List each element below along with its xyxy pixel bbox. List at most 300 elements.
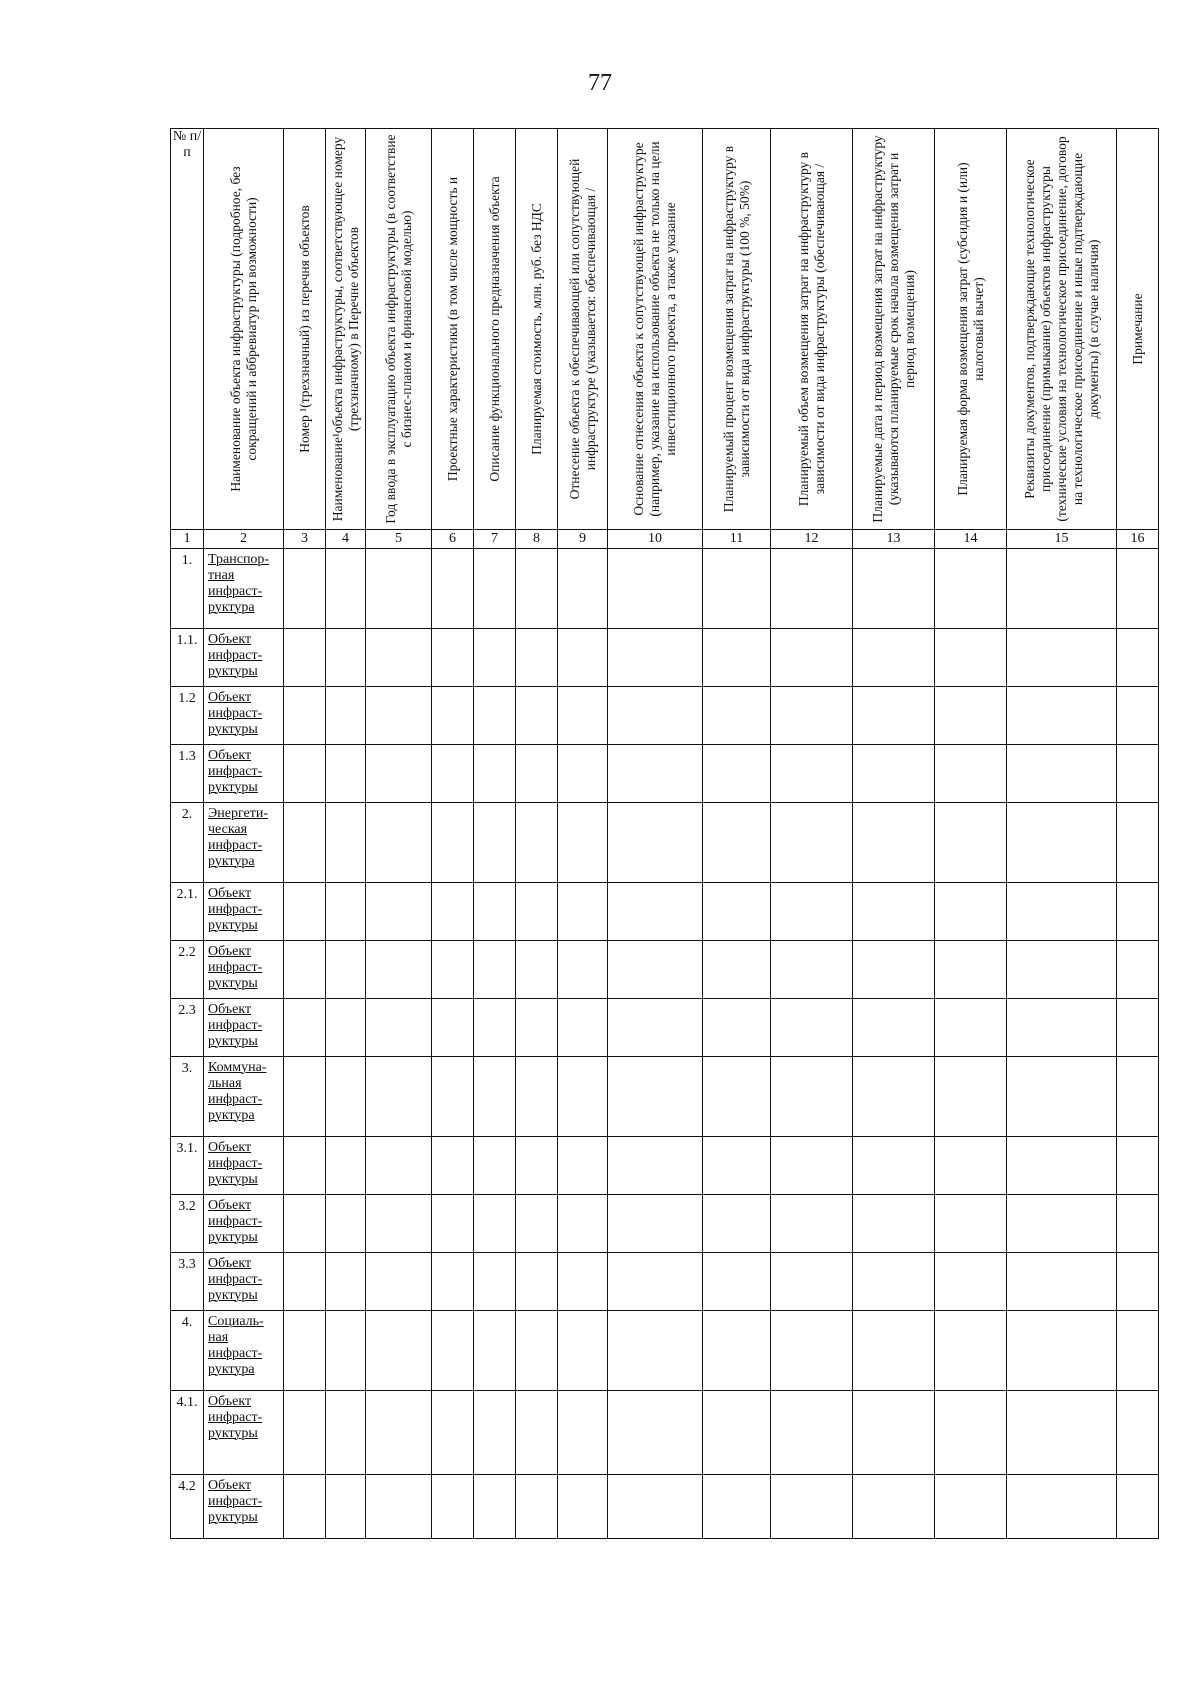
empty-cell [853, 745, 935, 803]
row-name-text: Объект инфраст-руктуры [208, 690, 263, 737]
empty-cell [771, 1391, 853, 1475]
empty-cell [771, 1195, 853, 1253]
empty-cell [474, 999, 516, 1057]
empty-cell [608, 941, 703, 999]
empty-cell [1117, 687, 1159, 745]
header-col-10: Основание отнесения объекта к сопутствующей инфраструктуре (например, указание на использование объекта не только на цели инвестиционного проекта, а также указание [608, 129, 703, 530]
empty-cell [432, 629, 474, 687]
row-name [204, 999, 284, 1057]
table-row [171, 999, 1159, 1057]
row-index: 2. [171, 803, 204, 883]
empty-cell [703, 1391, 771, 1475]
empty-cell [853, 941, 935, 999]
empty-cell [853, 1475, 935, 1539]
row-name-text: Объект инфраст-руктуры [208, 748, 263, 795]
empty-cell [853, 1137, 935, 1195]
empty-cell [474, 687, 516, 745]
empty-cell [366, 549, 432, 629]
empty-cell [935, 1137, 1007, 1195]
header-col-13: Планируемые дата и период возмещения затрат на инфраструктуру (указываются планируемые срок начала возмещения затрат и период возмещения) [853, 129, 935, 530]
empty-cell [516, 629, 558, 687]
empty-cell [703, 1253, 771, 1311]
empty-cell [703, 1475, 771, 1539]
empty-cell [284, 687, 326, 745]
empty-cell [853, 803, 935, 883]
empty-cell [284, 1311, 326, 1391]
row-name [204, 1057, 284, 1137]
empty-cell [366, 1311, 432, 1391]
empty-cell [516, 1195, 558, 1253]
empty-cell [771, 1311, 853, 1391]
row-name [204, 1311, 284, 1391]
empty-cell [366, 1391, 432, 1475]
empty-cell [516, 941, 558, 999]
empty-cell [432, 1057, 474, 1137]
empty-cell [1117, 1311, 1159, 1391]
empty-cell [1007, 941, 1117, 999]
header-col-7: Описание функционального предназначения объекта [474, 129, 516, 530]
empty-cell [703, 941, 771, 999]
row-index: 2.2 [171, 941, 204, 999]
empty-cell [558, 1195, 608, 1253]
table-row [171, 687, 1159, 745]
empty-cell [558, 1391, 608, 1475]
empty-cell [771, 999, 853, 1057]
header-number: № п/п [171, 129, 204, 530]
empty-cell [703, 803, 771, 883]
empty-cell [608, 629, 703, 687]
empty-cell [853, 883, 935, 941]
row-name-text: Транспор-тная инфраст-руктура [208, 552, 270, 615]
empty-cell [558, 1253, 608, 1311]
empty-cell [1007, 1391, 1117, 1475]
empty-cell [853, 1311, 935, 1391]
empty-cell [432, 549, 474, 629]
empty-cell [1007, 803, 1117, 883]
empty-cell [1117, 1475, 1159, 1539]
row-name-text: Социаль-ная инфраст-руктура [208, 1314, 264, 1377]
empty-cell [516, 1057, 558, 1137]
column-number: 7 [474, 530, 516, 549]
column-number: 6 [432, 530, 474, 549]
row-name [204, 1195, 284, 1253]
empty-cell [558, 687, 608, 745]
empty-cell [284, 1137, 326, 1195]
row-name-text: Объект инфраст-руктуры [208, 1478, 263, 1525]
header-col-9: Отнесение объекта к обеспечивающей или сопутствующей инфраструктуре (указывается: обеспечивающая / [558, 129, 608, 530]
empty-cell [853, 1195, 935, 1253]
empty-cell [703, 745, 771, 803]
empty-cell [326, 1475, 366, 1539]
empty-cell [432, 883, 474, 941]
empty-cell [608, 1391, 703, 1475]
row-name [204, 1253, 284, 1311]
row-name [204, 687, 284, 745]
empty-cell [284, 1195, 326, 1253]
row-name-text: Коммуна-льная инфраст-руктура [208, 1060, 267, 1123]
row-index: 2.3 [171, 999, 204, 1057]
empty-cell [474, 1253, 516, 1311]
empty-cell [703, 1195, 771, 1253]
empty-cell [935, 803, 1007, 883]
empty-cell [1007, 1311, 1117, 1391]
empty-cell [1007, 1253, 1117, 1311]
empty-cell [608, 1057, 703, 1137]
empty-cell [284, 941, 326, 999]
empty-cell [1117, 549, 1159, 629]
table-row [171, 1057, 1159, 1137]
header-col-5: Год ввода в эксплуатацию объекта инфраструктуры (в соответствие с бизнес-планом и финансовой моделью) [366, 129, 432, 530]
table-row [171, 1391, 1159, 1475]
empty-cell [1117, 1253, 1159, 1311]
row-index: 4. [171, 1311, 204, 1391]
empty-cell [608, 883, 703, 941]
row-name [204, 1475, 284, 1539]
empty-cell [1007, 1057, 1117, 1137]
row-index: 3.1. [171, 1137, 204, 1195]
empty-cell [935, 941, 1007, 999]
empty-cell [284, 745, 326, 803]
empty-cell [703, 1057, 771, 1137]
empty-cell [608, 549, 703, 629]
empty-cell [432, 999, 474, 1057]
row-name-text: Объект инфраст-руктуры [208, 1256, 263, 1303]
empty-cell [935, 1195, 1007, 1253]
row-name-text: Объект инфраст-руктуры [208, 632, 263, 679]
header-col-8: Планируемая стоимость, млн. руб. без НДС [516, 129, 558, 530]
empty-cell [703, 1311, 771, 1391]
row-index: 2.1. [171, 883, 204, 941]
empty-cell [366, 745, 432, 803]
empty-cell [1117, 941, 1159, 999]
empty-cell [853, 549, 935, 629]
empty-cell [284, 883, 326, 941]
empty-cell [771, 1253, 853, 1311]
empty-cell [558, 883, 608, 941]
empty-cell [703, 549, 771, 629]
empty-cell [1007, 687, 1117, 745]
empty-cell [1117, 1137, 1159, 1195]
empty-cell [366, 1137, 432, 1195]
empty-cell [1117, 803, 1159, 883]
column-number: 5 [366, 530, 432, 549]
row-name [204, 629, 284, 687]
empty-cell [326, 1057, 366, 1137]
table-row [171, 1253, 1159, 1311]
empty-cell [935, 1253, 1007, 1311]
empty-cell [516, 1475, 558, 1539]
empty-cell [853, 999, 935, 1057]
empty-cell [935, 687, 1007, 745]
empty-cell [432, 1253, 474, 1311]
empty-cell [771, 549, 853, 629]
empty-cell [516, 1391, 558, 1475]
empty-cell [935, 1311, 1007, 1391]
empty-cell [558, 1057, 608, 1137]
empty-cell [935, 629, 1007, 687]
empty-cell [516, 883, 558, 941]
empty-cell [771, 1137, 853, 1195]
row-name-text: Объект инфраст-руктуры [208, 1140, 263, 1187]
empty-cell [432, 745, 474, 803]
table-row [171, 745, 1159, 803]
header-row [171, 129, 1159, 530]
empty-cell [703, 629, 771, 687]
empty-cell [284, 629, 326, 687]
empty-cell [474, 549, 516, 629]
empty-cell [608, 999, 703, 1057]
header-col-3: Номер ¹(трехзначный) из перечня объектов [284, 129, 326, 530]
column-number: 2 [204, 530, 284, 549]
empty-cell [326, 803, 366, 883]
empty-cell [326, 1253, 366, 1311]
empty-cell [935, 549, 1007, 629]
empty-cell [1117, 1391, 1159, 1475]
empty-cell [326, 549, 366, 629]
row-index: 1.2 [171, 687, 204, 745]
column-numbers-row [171, 530, 1159, 549]
empty-cell [284, 1057, 326, 1137]
empty-cell [474, 1391, 516, 1475]
page-number: 77 [588, 70, 612, 96]
empty-cell [516, 1137, 558, 1195]
empty-cell [516, 745, 558, 803]
empty-cell [432, 687, 474, 745]
empty-cell [516, 999, 558, 1057]
empty-cell [558, 745, 608, 803]
column-number: 13 [853, 530, 935, 549]
empty-cell [935, 999, 1007, 1057]
column-number: 10 [608, 530, 703, 549]
empty-cell [771, 1057, 853, 1137]
empty-cell [558, 1475, 608, 1539]
empty-cell [558, 629, 608, 687]
empty-cell [608, 1253, 703, 1311]
empty-cell [366, 1195, 432, 1253]
empty-cell [853, 687, 935, 745]
empty-cell [474, 883, 516, 941]
table-row [171, 883, 1159, 941]
empty-cell [366, 941, 432, 999]
table-row [171, 629, 1159, 687]
row-name-text: Энергети-ческая инфраст-руктура [208, 806, 268, 869]
column-number: 15 [1007, 530, 1117, 549]
header-col-6: Проектные характеристики (в том числе мощность и [432, 129, 474, 530]
column-number: 9 [558, 530, 608, 549]
empty-cell [558, 999, 608, 1057]
empty-cell [326, 941, 366, 999]
empty-cell [326, 999, 366, 1057]
empty-cell [558, 803, 608, 883]
empty-cell [284, 803, 326, 883]
row-index: 3.3 [171, 1253, 204, 1311]
empty-cell [474, 1195, 516, 1253]
empty-cell [284, 999, 326, 1057]
empty-cell [284, 1475, 326, 1539]
column-number: 11 [703, 530, 771, 549]
column-number: 16 [1117, 530, 1159, 549]
empty-cell [608, 745, 703, 803]
header-col-2: Наименование объекта инфраструктуры (подробное, без сокращений и аббревиатур при возможности) [204, 129, 284, 530]
header-col-12: Планируемый объем возмещения затрат на инфраструктуру в зависимости от вида инфраструктуры (обеспечивающая / [771, 129, 853, 530]
row-name [204, 1137, 284, 1195]
empty-cell [366, 687, 432, 745]
empty-cell [1117, 1195, 1159, 1253]
header-col-16: Примечание [1117, 129, 1159, 530]
empty-cell [474, 1057, 516, 1137]
row-index: 4.2 [171, 1475, 204, 1539]
empty-cell [284, 549, 326, 629]
row-index: 1.3 [171, 745, 204, 803]
empty-cell [326, 745, 366, 803]
empty-cell [608, 1311, 703, 1391]
empty-cell [935, 1391, 1007, 1475]
column-number: 14 [935, 530, 1007, 549]
empty-cell [432, 1475, 474, 1539]
empty-cell [558, 549, 608, 629]
empty-cell [474, 803, 516, 883]
header-col-11: Планируемый процент возмещения затрат на инфраструктуру в зависимости от вида инфраструктуры (100 %, 50%) [703, 129, 771, 530]
row-index: 1. [171, 549, 204, 629]
empty-cell [432, 1391, 474, 1475]
row-name [204, 883, 284, 941]
table-row [171, 941, 1159, 999]
empty-cell [366, 629, 432, 687]
empty-cell [1007, 1195, 1117, 1253]
empty-cell [703, 999, 771, 1057]
empty-cell [703, 687, 771, 745]
empty-cell [1007, 1475, 1117, 1539]
empty-cell [608, 803, 703, 883]
empty-cell [935, 1057, 1007, 1137]
empty-cell [771, 803, 853, 883]
empty-cell [771, 883, 853, 941]
empty-cell [432, 1137, 474, 1195]
empty-cell [703, 1137, 771, 1195]
empty-cell [366, 999, 432, 1057]
empty-cell [853, 1391, 935, 1475]
empty-cell [366, 803, 432, 883]
empty-cell [771, 941, 853, 999]
empty-cell [1117, 1057, 1159, 1137]
empty-cell [474, 1475, 516, 1539]
column-number: 8 [516, 530, 558, 549]
empty-cell [326, 687, 366, 745]
empty-cell [1117, 999, 1159, 1057]
empty-cell [1117, 883, 1159, 941]
empty-cell [608, 1137, 703, 1195]
header-col-4: Наименование¹объекта инфраструктуры, соответствующее номеру (трехзначному) в Перечне объектов [326, 129, 366, 530]
infrastructure-register-table [170, 128, 1159, 1539]
column-number: 12 [771, 530, 853, 549]
empty-cell [474, 629, 516, 687]
empty-cell [474, 941, 516, 999]
empty-cell [1007, 883, 1117, 941]
empty-cell [1007, 999, 1117, 1057]
table-row [171, 1137, 1159, 1195]
empty-cell [771, 629, 853, 687]
header-col-15: Реквизиты документов, подтверждающие технологическое присоединение (примыкание) объектов инфраструктуры (технические условия на технологическое присоединение, договор на технологическое присоединение и иные подтверждающие документы) (в случае наличия) [1007, 129, 1117, 530]
header-col-14: Планируемая форма возмещения затрат (субсидия и (или) налоговый вычет) [935, 129, 1007, 530]
empty-cell [326, 1137, 366, 1195]
empty-cell [474, 1311, 516, 1391]
row-name [204, 549, 284, 629]
empty-cell [771, 1475, 853, 1539]
empty-cell [935, 883, 1007, 941]
empty-cell [516, 549, 558, 629]
empty-cell [608, 687, 703, 745]
empty-cell [432, 941, 474, 999]
empty-cell [1117, 745, 1159, 803]
row-name-text: Объект инфраст-руктуры [208, 1198, 263, 1245]
empty-cell [608, 1475, 703, 1539]
empty-cell [474, 1137, 516, 1195]
row-name-text: Объект инфраст-руктуры [208, 886, 263, 933]
table-row [171, 549, 1159, 629]
empty-cell [935, 1475, 1007, 1539]
row-index: 4.1. [171, 1391, 204, 1475]
empty-cell [1007, 1137, 1117, 1195]
row-name-text: Объект инфраст-руктуры [208, 1394, 263, 1441]
empty-cell [432, 1311, 474, 1391]
table-row [171, 1475, 1159, 1539]
empty-cell [284, 1391, 326, 1475]
table-row [171, 1195, 1159, 1253]
empty-cell [326, 629, 366, 687]
empty-cell [516, 1253, 558, 1311]
row-name-text: Объект инфраст-руктуры [208, 1002, 263, 1049]
empty-cell [558, 1311, 608, 1391]
column-number: 4 [326, 530, 366, 549]
table-row [171, 1311, 1159, 1391]
row-index: 1.1. [171, 629, 204, 687]
empty-cell [1007, 549, 1117, 629]
empty-cell [853, 1057, 935, 1137]
empty-cell [366, 883, 432, 941]
empty-cell [516, 803, 558, 883]
empty-cell [366, 1057, 432, 1137]
empty-cell [608, 1195, 703, 1253]
empty-cell [1007, 745, 1117, 803]
empty-cell [326, 1311, 366, 1391]
empty-cell [366, 1253, 432, 1311]
row-index: 3.2 [171, 1195, 204, 1253]
row-name [204, 745, 284, 803]
empty-cell [516, 1311, 558, 1391]
empty-cell [558, 1137, 608, 1195]
column-number: 3 [284, 530, 326, 549]
empty-cell [771, 745, 853, 803]
empty-cell [284, 1253, 326, 1311]
empty-cell [853, 1253, 935, 1311]
table-row [171, 803, 1159, 883]
empty-cell [366, 1475, 432, 1539]
empty-cell [771, 687, 853, 745]
empty-cell [326, 1195, 366, 1253]
row-name [204, 1391, 284, 1475]
empty-cell [432, 1195, 474, 1253]
table-body [171, 549, 1159, 1539]
empty-cell [432, 803, 474, 883]
empty-cell [703, 883, 771, 941]
row-name-text: Объект инфраст-руктуры [208, 944, 263, 991]
row-name [204, 941, 284, 999]
empty-cell [1007, 629, 1117, 687]
empty-cell [326, 883, 366, 941]
empty-cell [935, 745, 1007, 803]
empty-cell [1117, 629, 1159, 687]
empty-cell [474, 745, 516, 803]
